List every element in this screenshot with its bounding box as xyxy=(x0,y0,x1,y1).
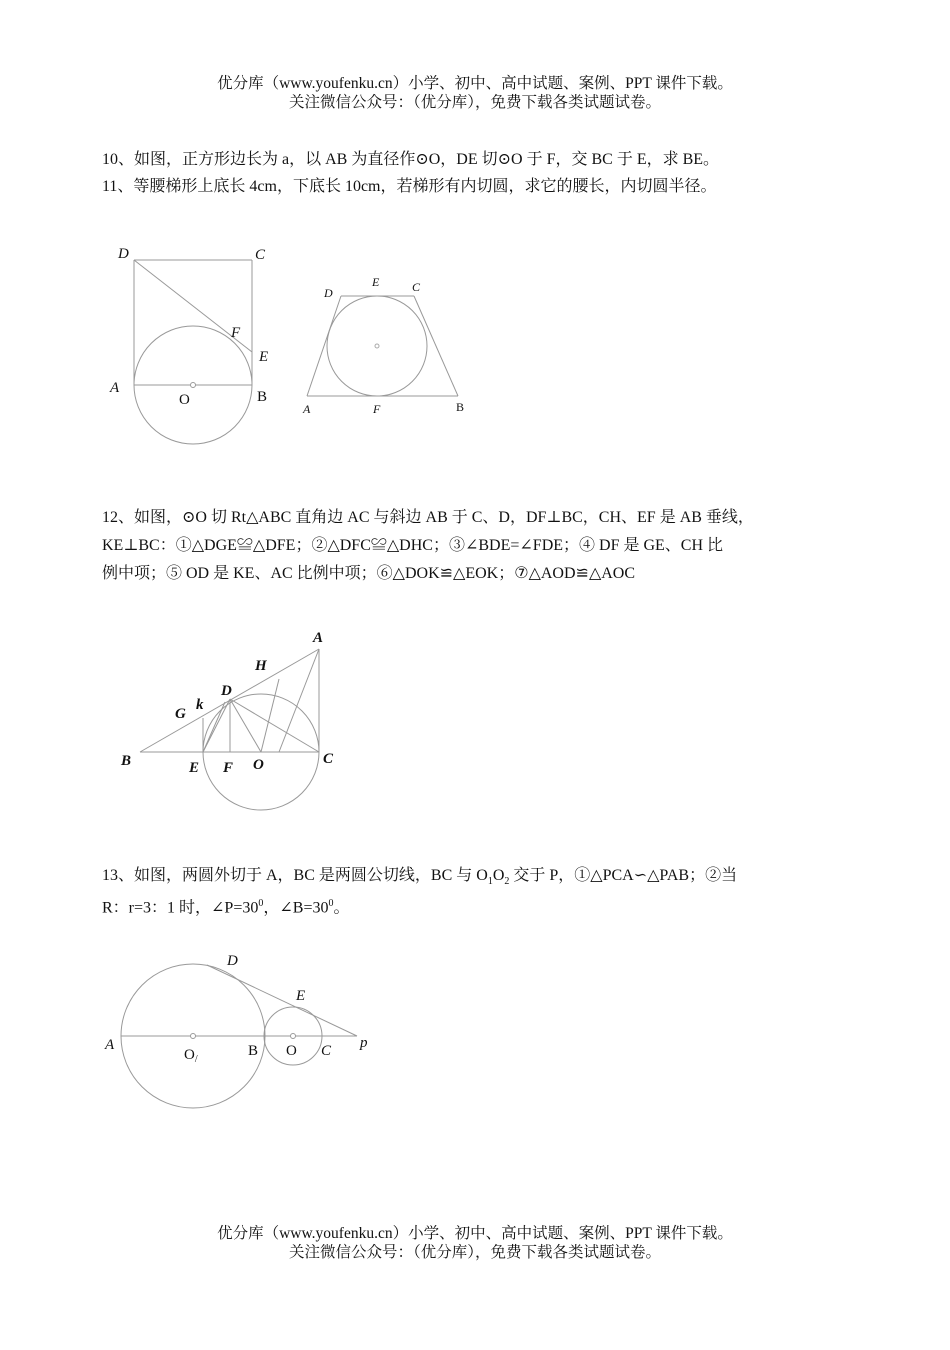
label-O1: $O_/$ xyxy=(184,1047,198,1065)
label-E: E xyxy=(296,988,306,1004)
label-C: C xyxy=(255,247,266,263)
question-12-line3: 例中项；⑤ OD 是 KE、AC 比例中项；⑥△DOK≌△EOK；⑦△AOD≌△AOC xyxy=(102,565,636,582)
label-D: D xyxy=(221,683,232,699)
label-E: E xyxy=(259,349,269,365)
label-D: D xyxy=(118,246,129,262)
label-C: C xyxy=(323,751,334,767)
label-G: G xyxy=(175,706,186,722)
label-B: B xyxy=(121,753,132,769)
page-header-line2: 关注微信公众号：（优分库），免费下载各类试题试卷。 xyxy=(288,94,661,111)
label-F: F xyxy=(231,325,241,341)
label-H: H xyxy=(255,658,267,674)
label-A: A xyxy=(110,380,120,396)
question-13-line2: R：r=3：1 时，$\angle P=30^0$，$\angle B=30^0$。 xyxy=(102,898,350,917)
label-B: B xyxy=(248,1043,259,1059)
question-11: 11、等腰梯形上底长 4cm，下底长 10cm，若梯形有内切圆，求它的腰长，内切圆半径。 xyxy=(102,178,717,195)
label-E: E xyxy=(372,275,380,289)
page-footer-line2: 关注微信公众号：（优分库），免费下载各类试题试卷。 xyxy=(288,1244,661,1261)
figure-square-circle-lines xyxy=(134,260,252,444)
label-B: B xyxy=(257,389,268,405)
figure-square-circle xyxy=(105,240,305,450)
label-D: D xyxy=(324,286,333,300)
label-C: C xyxy=(412,280,421,294)
figure-trapezoid-lines xyxy=(307,296,458,396)
figure-trapezoid-incircle xyxy=(300,272,480,422)
label-k: k xyxy=(196,697,204,713)
figure-right-triangle-circle xyxy=(115,625,355,825)
label-B: B xyxy=(456,400,465,414)
label-O: O xyxy=(286,1043,297,1059)
label-A: A xyxy=(105,1037,115,1053)
question-13-line1: 13、如图，两圆外切于 A，BC 是两圆公切线，BC 与 $O_1O_2$ 交于 P，①△PCA∽△PAB；②当 xyxy=(102,867,738,888)
figure-tangent-circles-lines xyxy=(121,964,357,1108)
label-F: F xyxy=(223,760,234,776)
label-O: O xyxy=(179,392,190,408)
question-12-line1: 12、如图，⊙O 切 Rt△ABC 直角边 AC 与斜边 AB 于 C、D，DF⊥BC，CH、EF 是 AB 垂线， xyxy=(102,509,754,526)
page-header-line1: 优分库（www.youfenku.cn）小学、初中、高中试题、案例、PPT 课件下载。 xyxy=(217,75,733,92)
label-A: A xyxy=(313,630,324,646)
question-10: 10、如图，正方形边长为 a，以 AB 为直径作⊙O，DE 切⊙O 于 F，交 BC 于 E，求 BE。 xyxy=(102,151,720,168)
label-O: O xyxy=(253,757,264,773)
question-12-line2: KE⊥BC：①△DGE≌△DFE；②△DFC≌△DHC；③∠BDE=∠FDE；④ DF 是 GE、CH 比 xyxy=(102,537,724,554)
label-F: F xyxy=(373,402,381,416)
label-p: p xyxy=(360,1035,368,1051)
figure-tangent-circles xyxy=(100,945,390,1125)
page-footer-line1: 优分库（www.youfenku.cn）小学、初中、高中试题、案例、PPT 课件下载。 xyxy=(217,1225,733,1242)
label-A: A xyxy=(303,402,311,416)
label-C: C xyxy=(321,1043,332,1059)
figure-right-triangle-lines xyxy=(140,649,319,810)
label-D: D xyxy=(227,953,238,969)
label-E: E xyxy=(189,760,200,776)
